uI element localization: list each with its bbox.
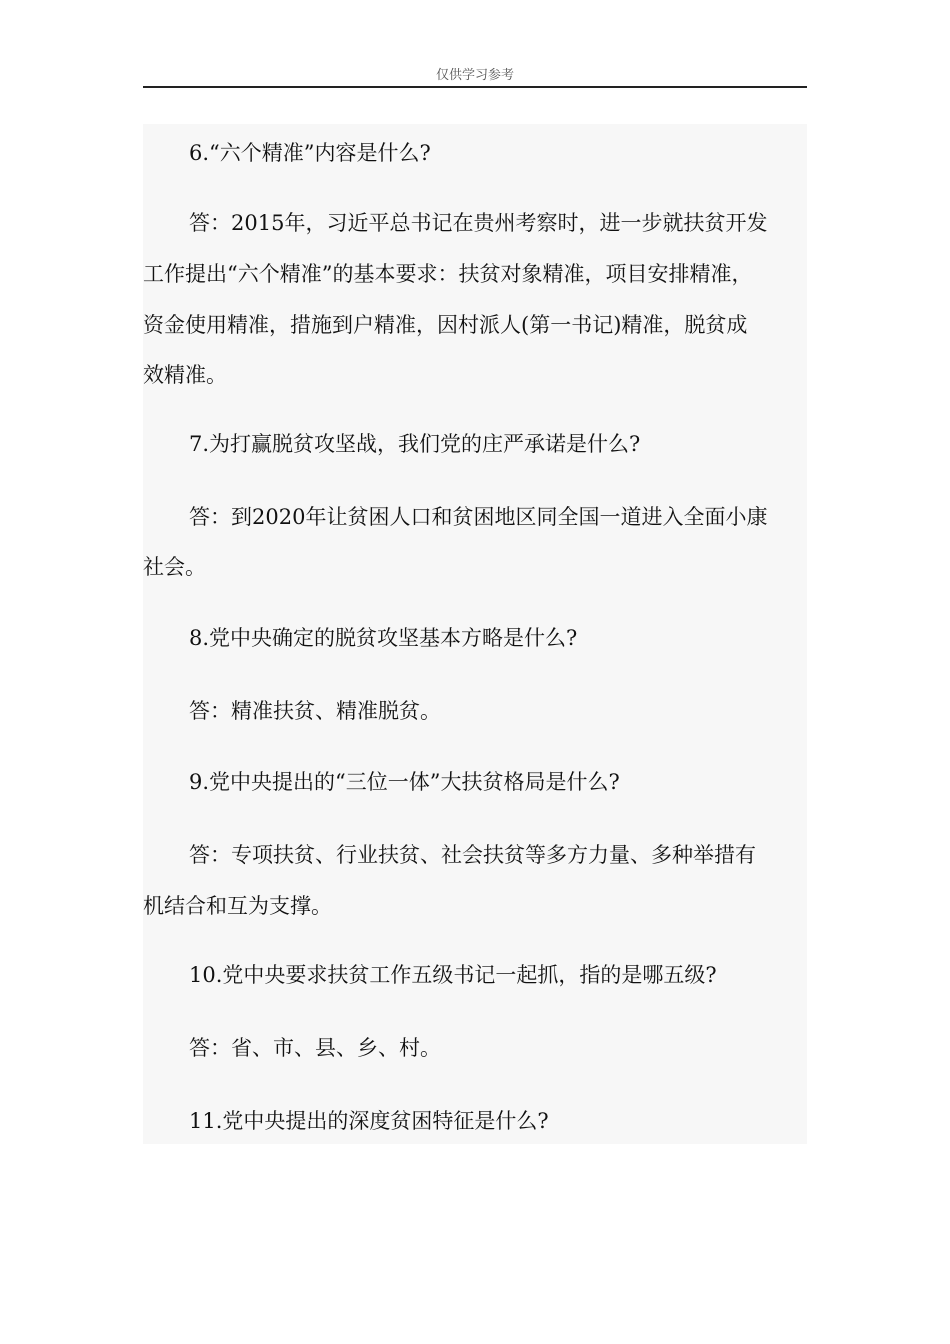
question-11: 11.党中央提出的深度贫困特征是什么?: [189, 1109, 549, 1133]
question-7: 7.为打赢脱贫攻坚战，我们党的庄严承诺是什么?: [189, 432, 641, 456]
answer-10: 答：省、市、县、乡、村。: [189, 1036, 441, 1060]
page-header: [143, 64, 807, 88]
answer-9-line-2: 机结合和互为支撑。: [143, 894, 332, 918]
answer-6-line-4: 效精准。: [143, 363, 227, 387]
question-9: 9.党中央提出的“三位一体”大扶贫格局是什么?: [189, 770, 620, 794]
question-10: 10.党中央要求扶贫工作五级书记一起抓，指的是哪五级?: [189, 963, 717, 987]
answer-6-line-1: 答：2015年，习近平总书记在贵州考察时，进一步就扶贫开发: [189, 211, 768, 235]
answer-6-line-2: 工作提出“六个精准”的基本要求：扶贫对象精准，项目安排精准，: [143, 262, 753, 286]
document-body: [143, 124, 807, 1144]
answer-9-line-1: 答：专项扶贫、行业扶贫、社会扶贫等多方力量、多种举措有: [189, 843, 756, 867]
answer-7-line-2: 社会。: [143, 555, 206, 579]
answer-8: 答：精准扶贫、精准脱贫。: [189, 699, 441, 723]
answer-6-line-3: 资金使用精准，措施到户精准，因村派人(第一书记)精准，脱贫成: [143, 313, 748, 337]
header-text: 仅供学习参考: [435, 68, 514, 83]
answer-7-line-1: 答：到2020年让贫困人口和贫困地区同全国一道进入全面小康: [189, 505, 768, 529]
question-6: 6.“六个精准”内容是什么?: [189, 141, 431, 165]
question-8: 8.党中央确定的脱贫攻坚基本方略是什么?: [189, 626, 578, 650]
